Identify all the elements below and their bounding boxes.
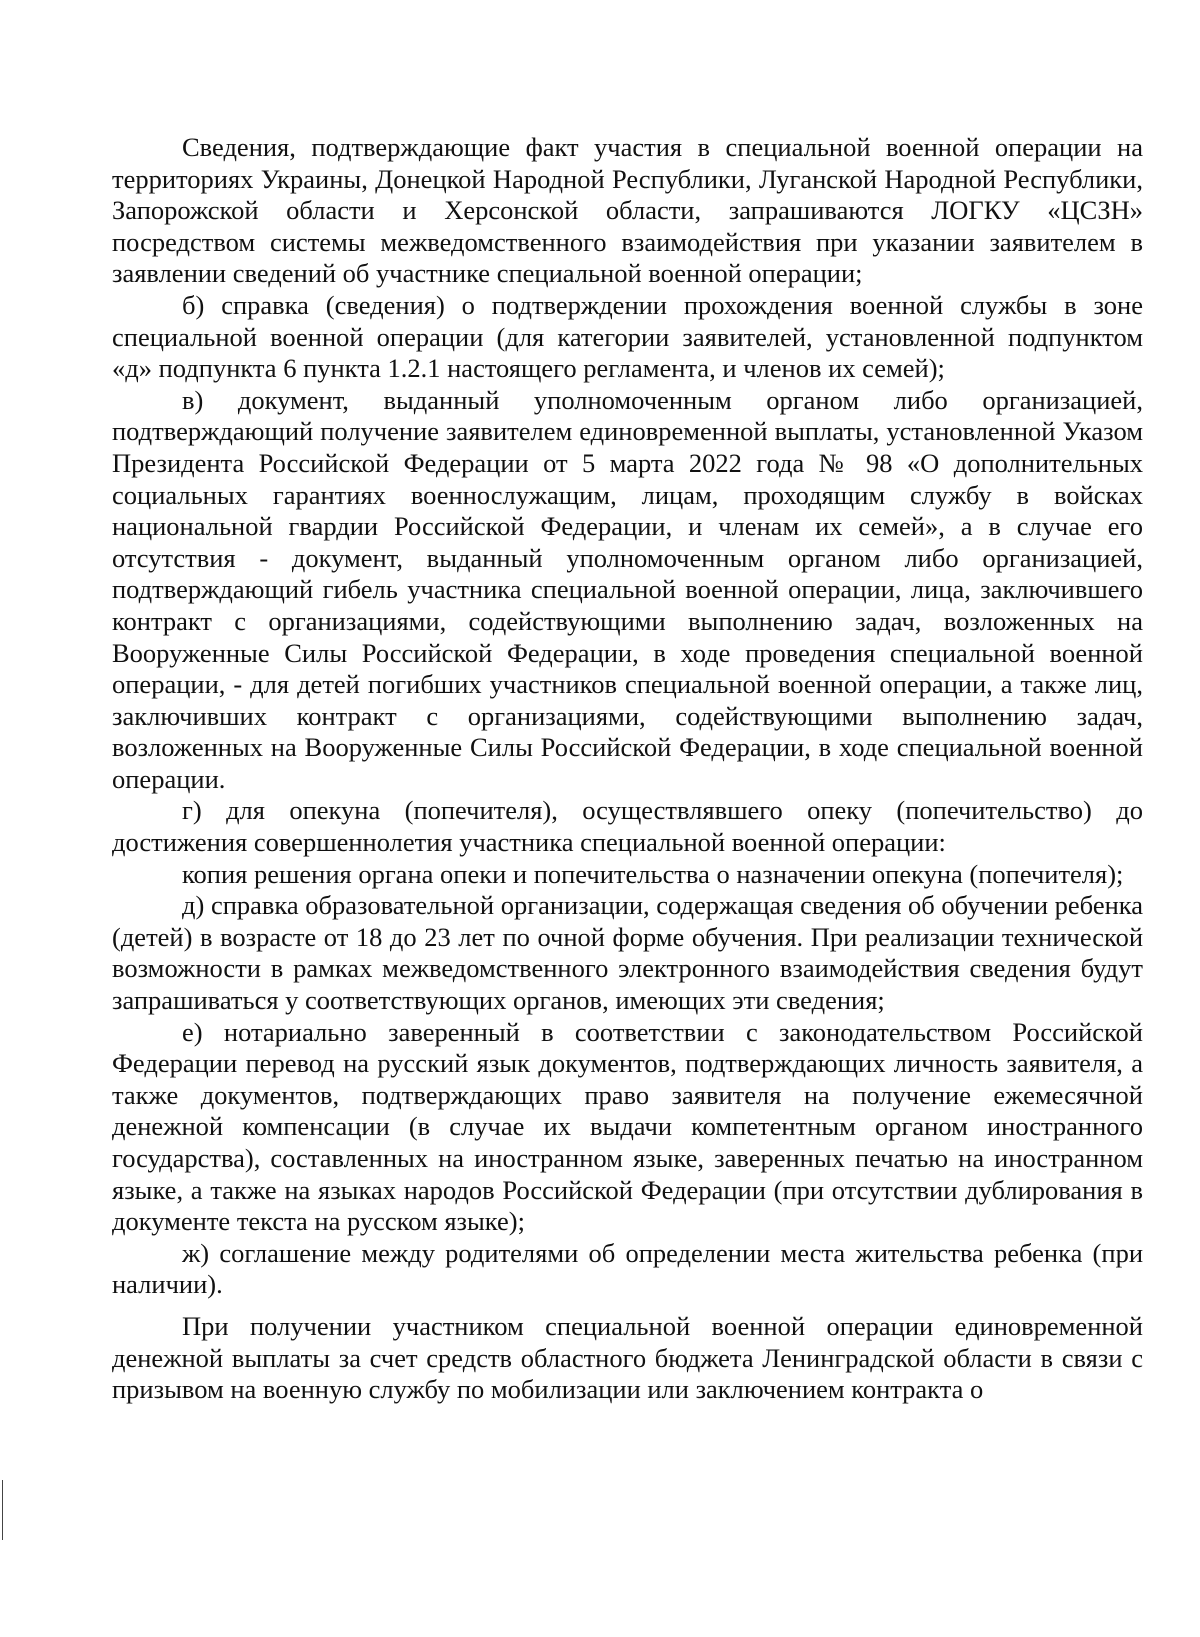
paragraph-b: б) справка (сведения) о подтверждении прохождения военной службы в зоне специальной военной операции (для категории заявителей, установленной подпунктом «д» подпункта 6 пункта 1.2.1 настоящего регламента, и членов их семей); xyxy=(112,289,1143,384)
paragraph-v: в) документ, выданный уполномоченным органом либо организацией, подтверждающий получение заявителем единовременной выплаты, установленной Указом Президента Российской Федерации от 5 марта 2022 года № 98 «О дополнительных социальных гарантиях военнослужащим, лицам, проходящим службу в войсках национальной гвардии Российской Федерации, и членам их семей», а в случае его отсутствия - документ, выданный уполномоченным органом либо организацией, подтверждающий гибель участника специальной военной операции, лица, заключившего контракт с организациями, содействующими выполнению задач, возложенных на Вооруженные Силы Российской Федерации, в ходе проведения специальной военной операции, - для детей погибших участников специальной военной операции, а также лиц, заключивших контракт с организациями, содействующими выполнению задач, возложенных на Вооруженные Силы Российской Федерации, в ходе специальной военной операции. xyxy=(112,384,1143,794)
paragraph-guardianship-copy: копия решения органа опеки и попечительства о назначении опекуна (попечителя); xyxy=(182,858,1124,889)
paragraph-zh: ж) соглашение между родителями об определении места жительства ребенка (при наличии). xyxy=(112,1237,1143,1300)
document-body xyxy=(112,132,1143,1406)
paragraph-d: д) справка образовательной организации, содержащая сведения об обучении ребенка (детей) в возрасте от 18 до 23 лет по очной форме обучения. При реализации технической возможности в рамках межведомственного электронного взаимодействия сведения будут запрашиваться у соответствующих органов, имеющих эти сведения; xyxy=(112,890,1143,1016)
scan-edge-mark xyxy=(2,1480,3,1540)
paragraph-e: е) нотариально заверенный в соответствии с законодательством Российской Федерации перевод на русский язык документов, подтверждающих личность заявителя, а также документов, подтверждающих право заявителя на получение ежемесячной денежной компенсации (в случае их выдачи компетентным органом иностранного государства), составленных на иностранном языке, заверенных печатью на иностранном языке, а также на языках народов Российской Федерации (при отсутствии дублирования в документе текста на русском языке); xyxy=(112,1016,1143,1237)
paragraph-g: г) для опекуна (попечителя), осуществлявшего опеку (попечительство) до достижения совершеннолетия участника специальной военной операции: xyxy=(112,795,1143,858)
paragraph-svo-info: Сведения, подтверждающие факт участия в специальной военной операции на территориях Украины, Донецкой Народной Республики, Луганской Народной Республики, Запорожской области и Херсонской области, запрашиваются ЛОГКУ «ЦСЗН» посредством системы межведомственного взаимодействия при указании заявителем в заявлении сведений об участнике специальной военной операции; xyxy=(112,132,1143,289)
paragraph-payment: При получении участником специальной военной операции единовременной денежной выплаты за счет средств областного бюджета Ленинградской области в связи с призывом на военную службу по мобилизации или заключением контракта о xyxy=(112,1310,1143,1405)
